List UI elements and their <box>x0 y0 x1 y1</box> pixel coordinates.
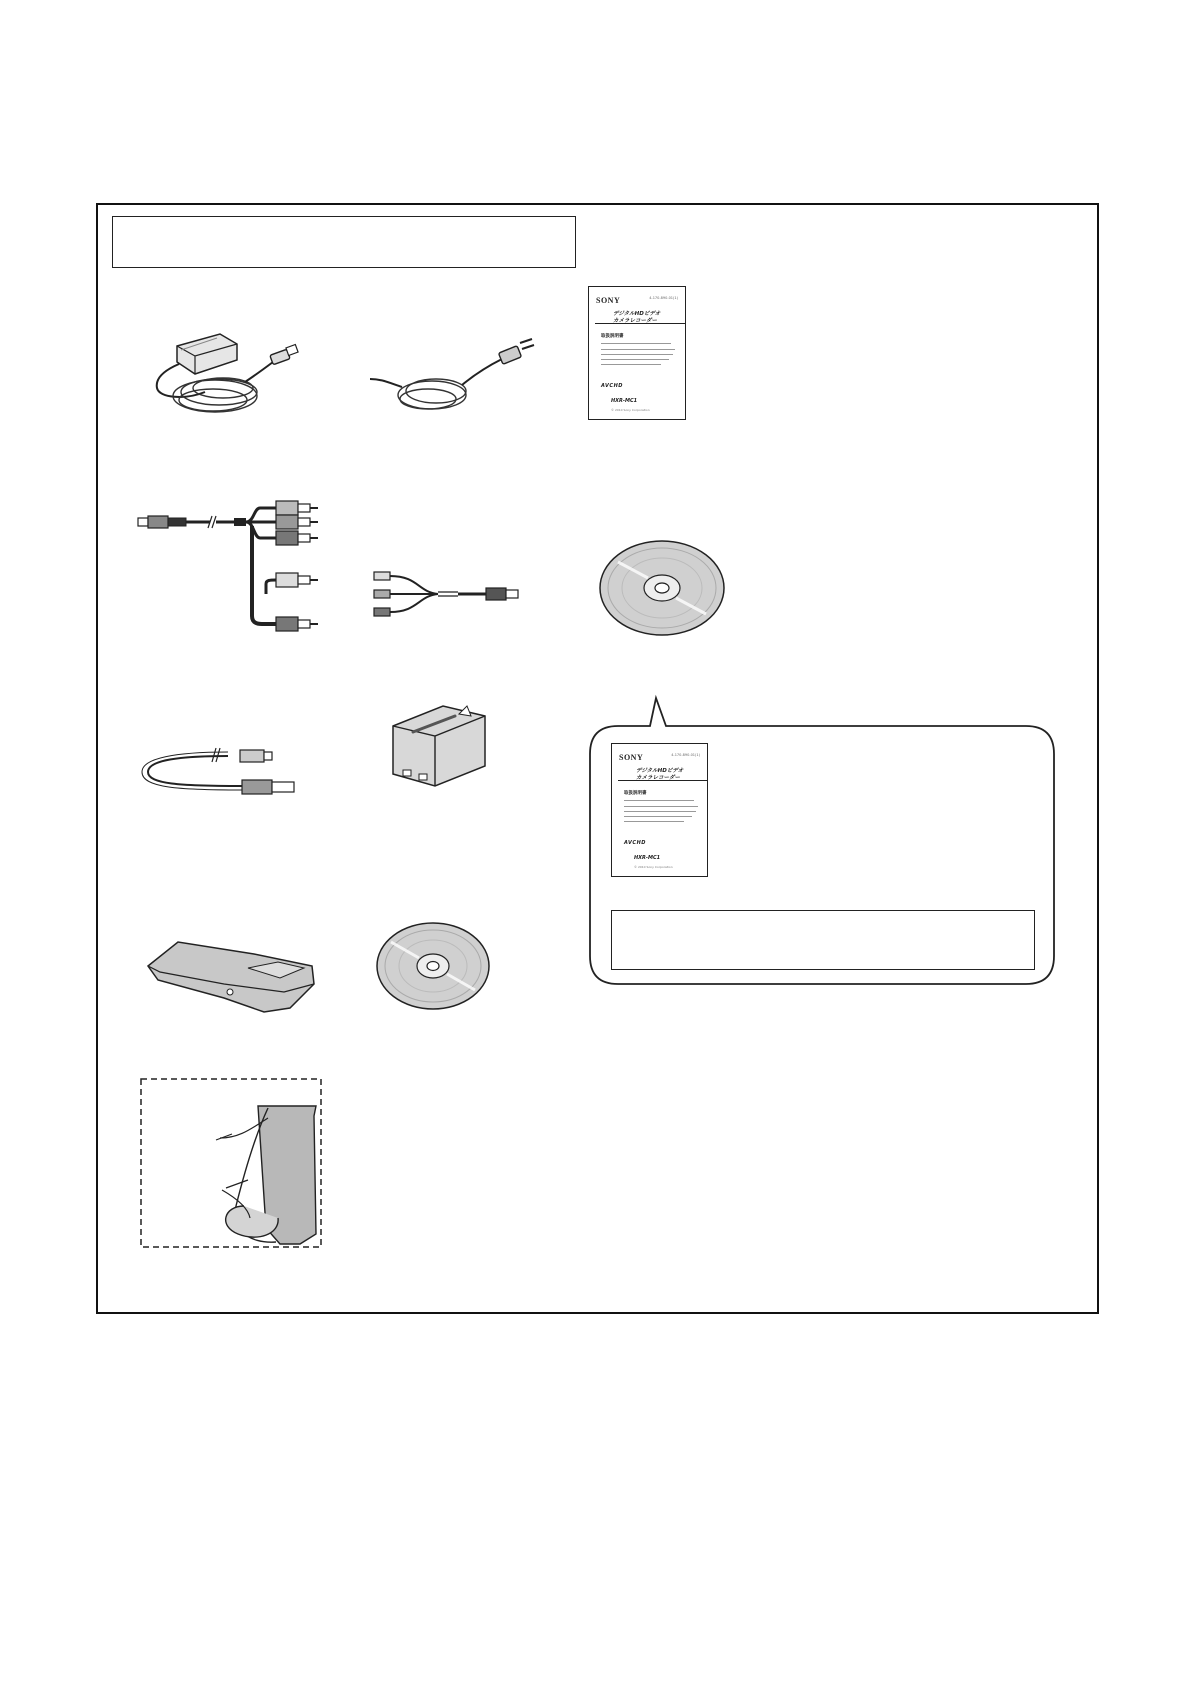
usb-cable-illustration <box>140 742 310 802</box>
shoe-adaptor-illustration <box>144 936 322 1016</box>
booklet-title-line1: デジタルHDビデオ <box>613 311 661 317</box>
av-component-cable-illustration <box>136 498 346 628</box>
booklet-brand: SONY <box>619 753 644 762</box>
booklet-model: HXR-MC1 <box>611 398 638 404</box>
battery-pack-illustration <box>385 700 495 790</box>
booklet-text-line <box>601 354 673 355</box>
booklet-text-line <box>624 806 698 807</box>
booklet-code: 4-170-890-01(1) <box>671 753 700 757</box>
booklet-title-line2: カメラレコーダー <box>613 318 658 324</box>
booklet-title-line2: カメラレコーダー <box>636 775 681 781</box>
booklet-copyright: © 2010 Sony Corporation <box>611 408 650 412</box>
cd-rom-illustration-2 <box>375 920 491 1012</box>
booklet-text-line <box>624 800 694 801</box>
booklet-text-line <box>601 359 669 360</box>
operating-guide-booklet-callout <box>611 743 708 877</box>
booklet-text-line <box>601 364 661 365</box>
cable-holder-illustration <box>140 1078 324 1250</box>
booklet-text-line <box>601 343 671 344</box>
booklet-code: 4-170-890-01(1) <box>649 296 678 300</box>
booklet-section: 取扱説明書 <box>624 791 647 796</box>
booklet-model: HXR-MC1 <box>634 855 661 861</box>
booklet-brand: SONY <box>596 296 621 305</box>
ac-adaptor-illustration <box>145 318 325 428</box>
av-connecting-cable-illustration <box>368 570 528 620</box>
booklet-text-line <box>601 349 675 350</box>
booklet-copyright: © 2010 Sony Corporation <box>634 865 673 869</box>
cd-rom-illustration <box>598 538 726 638</box>
booklet-title-line1: デジタルHDビデオ <box>636 768 684 774</box>
booklet-text-line <box>624 821 684 822</box>
booklet-rule <box>618 780 707 781</box>
booklet-section: 取扱説明書 <box>601 334 624 339</box>
booklet-text-line <box>624 816 692 817</box>
header-box <box>112 216 576 268</box>
booklet-logos: AVCHD <box>601 383 623 389</box>
operating-guide-booklet <box>588 286 686 420</box>
booklet-text-line <box>624 811 696 812</box>
power-cord-illustration <box>362 335 542 425</box>
callout-note-box <box>611 910 1035 970</box>
booklet-logos: AVCHD <box>624 840 646 846</box>
booklet-rule <box>595 323 685 324</box>
